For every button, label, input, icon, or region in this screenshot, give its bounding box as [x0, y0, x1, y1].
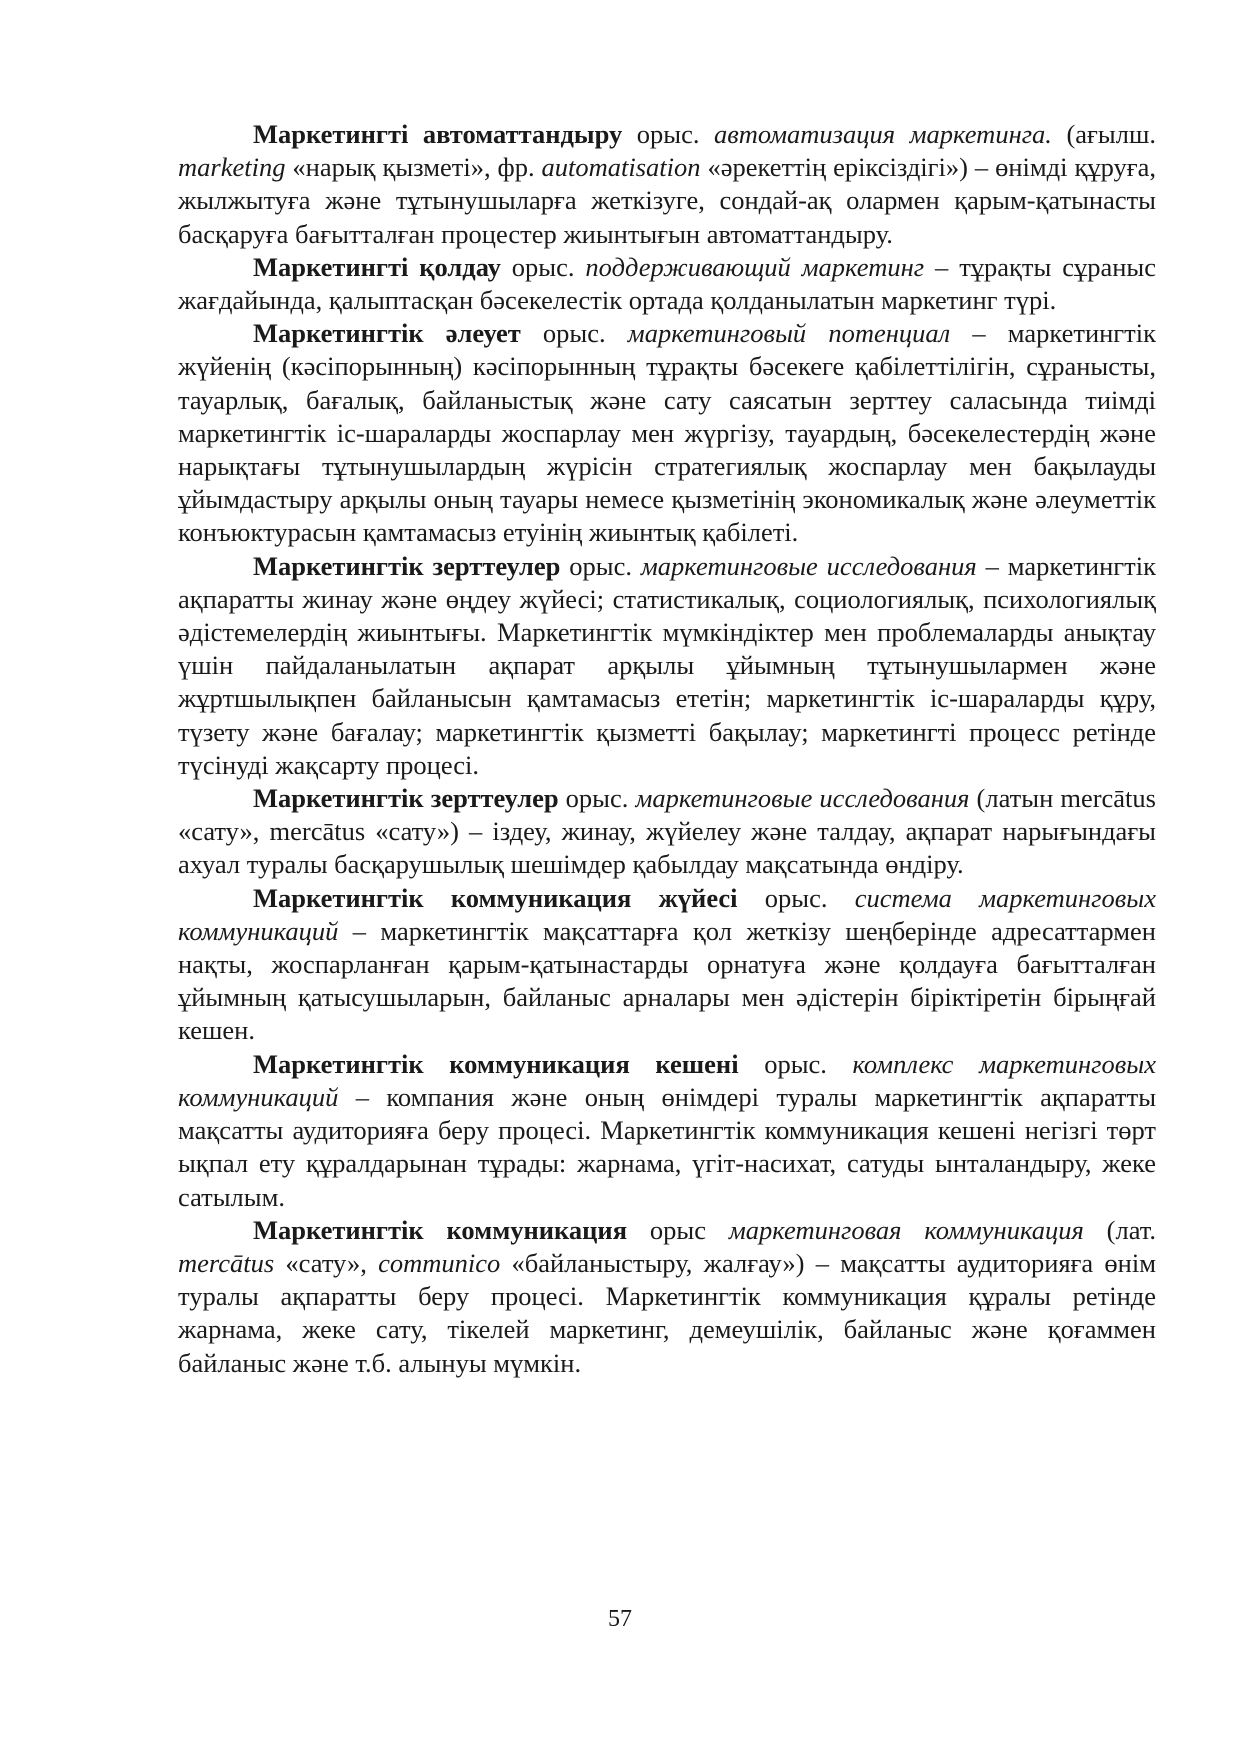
entry-definition: – маркетингтік ақпаратты жинау және өңдеу жүйесі; статистикалық, социологиялық, психологиялық әдістемелердің жиынтығы. Маркетингтік мүмкіндіктер мен проблемаларды анықтау үшін пайдаланылатын ақпарат арқылы ұйымның тұтынушылармен және жұртшылықпен байланысын қамтамасыз ететін; маркетингтік іс-шараларды құру, түзету және бағалау; маркетингтік қызметті бақылау; маркетингті процесс ретінде түсінуді жақсарту процесі.: [178, 550, 1156, 780]
text-segment: (ағылш.: [1051, 119, 1156, 149]
entry-definition: «әрекеттің еріксіздігі») – өнімді құруға, жылжытуға және тұтынушыларға жеткізуге, сондай-ақ олармен қарым-қатынасты басқаруға бағытталған процестер жиынтығын автоматтандыру.: [178, 152, 1156, 249]
latin-equivalent: communico: [378, 1247, 501, 1278]
entry-definition: – компания және оның өнімдері туралы маркетингтік ақпаратты мақсатты аудиторияға беру процесі. Маркетингтік коммуникация кешені негізгі төрт ықпал ету құралдарынан тұрады: жарнама, үгіт-насихат, сатуды ынталандыру, жеке сатылым.: [178, 1081, 1156, 1212]
entry-term: Маркетингтік коммуникация: [253, 1214, 628, 1245]
entry-term: Маркетингтік коммуникация жүйесі: [253, 882, 738, 913]
entry-term: Маркетингті автоматтандыру: [253, 119, 623, 149]
entry-definition: «байланыстыру, жалғау») – мақсатты аудиторияға өнім туралы ақпаратты беру процесі. Маркетингтік коммуникация құралы ретінде жарнама, жеке сату, тікелей маркетинг, демеушілік, байланыс және қоғаммен байланыс және т.б. алынуы мүмкін.: [178, 1247, 1156, 1378]
glossary-entry: [178, 782, 1156, 882]
glossary-entry: [178, 1214, 1156, 1380]
entry-term: Маркетингтік коммуникация кешені: [253, 1048, 739, 1079]
glossary-entry: [178, 550, 1156, 782]
language-marker: орыс.: [622, 119, 714, 149]
text-segment: «сату»,: [274, 1247, 379, 1278]
entry-term: Маркетингтік әлеует: [253, 318, 521, 349]
latin-equivalent: mercātus: [178, 1247, 275, 1278]
french-equivalent: automatisation: [541, 152, 701, 183]
entry-term: Маркетингтік зерттеулер: [253, 783, 559, 814]
entry-definition: – тұрақты сұраныс жағдайында, қалыптасқан бәсекелестік ортада қолданылатын маркетинг түрі.: [178, 251, 1156, 316]
russian-equivalent: маркетинговые исследования: [635, 783, 970, 814]
glossary-entry: [178, 317, 1156, 549]
russian-equivalent: маркетинговый потенциал: [627, 318, 951, 349]
entry-term: Маркетингтік зерттеулер: [253, 550, 561, 581]
language-marker: орыс.: [738, 1048, 853, 1079]
text-segment: «нарық қызметі», фр.: [285, 152, 542, 183]
text-segment: (лат.: [1083, 1214, 1156, 1245]
page-number: 57: [608, 1606, 632, 1632]
entry-definition: – маркетингтік мақсаттарға қол жеткізу шеңберінде адресаттармен нақты, жоспарланған қарым-қатынастарды орнатуға және қолдауға бағытталған ұйымның қатысушыларын, байланыс арналары мен әдістерін біріктіретін бірыңғай кешен.: [178, 915, 1156, 1046]
language-marker: орыс.: [737, 882, 855, 913]
entry-definition: – маркетингтік жүйенің (кәсіпорынның) кәсіпорынның тұрақты бәсекеге қабілеттілігін, сұранысты, тауарлық, бағалық, байланыстық және сату саясатын зерттеу саласында тиімді маркетингтік іс-шараларды жоспарлау мен жүргізу, тауардың, бәсекелестердің және нарықтағы тұтынушылардың жүрісін стратегиялық жоспарлау мен бақылауды ұйымдастыру арқылы оның тауары немесе қызметінің экономикалық және әлеуметтік конъюктурасын қамтамасыз етуінің жиынтық қабілеті.: [178, 318, 1156, 548]
glossary-entry: [178, 882, 1156, 1048]
language-marker: орыс.: [560, 550, 641, 581]
language-marker: орыс.: [500, 251, 586, 282]
russian-equivalent: система маркетинговых коммуникаций: [178, 882, 1156, 946]
language-marker: орыс.: [520, 318, 628, 349]
language-marker: орыс: [627, 1214, 729, 1245]
russian-equivalent: поддерживающий маркетинг: [585, 251, 925, 282]
russian-equivalent: автоматизация маркетинга.: [714, 119, 1052, 149]
entry-term: Маркетингті қолдау: [253, 251, 501, 282]
russian-equivalent: маркетинговая коммуникация: [728, 1214, 1084, 1245]
russian-equivalent: маркетинговые исследования: [640, 550, 977, 581]
language-marker: орыс.: [558, 783, 636, 814]
russian-equivalent: комплекс маркетинговых коммуникаций: [178, 1048, 1156, 1112]
english-equivalent: marketing: [178, 152, 286, 183]
glossary-entry: [178, 118, 1156, 251]
entry-definition: (латын mercātus «сату», mercātus «сату») – іздеу, жинау, жүйелеу және талдау, ақпарат нарығындағы ахуал туралы басқарушылық шешімдер қабылдау мақсатында өндіру.: [178, 783, 1156, 880]
document-body: [178, 118, 1156, 1380]
glossary-entry: [178, 1048, 1156, 1214]
glossary-entry: [178, 251, 1156, 317]
